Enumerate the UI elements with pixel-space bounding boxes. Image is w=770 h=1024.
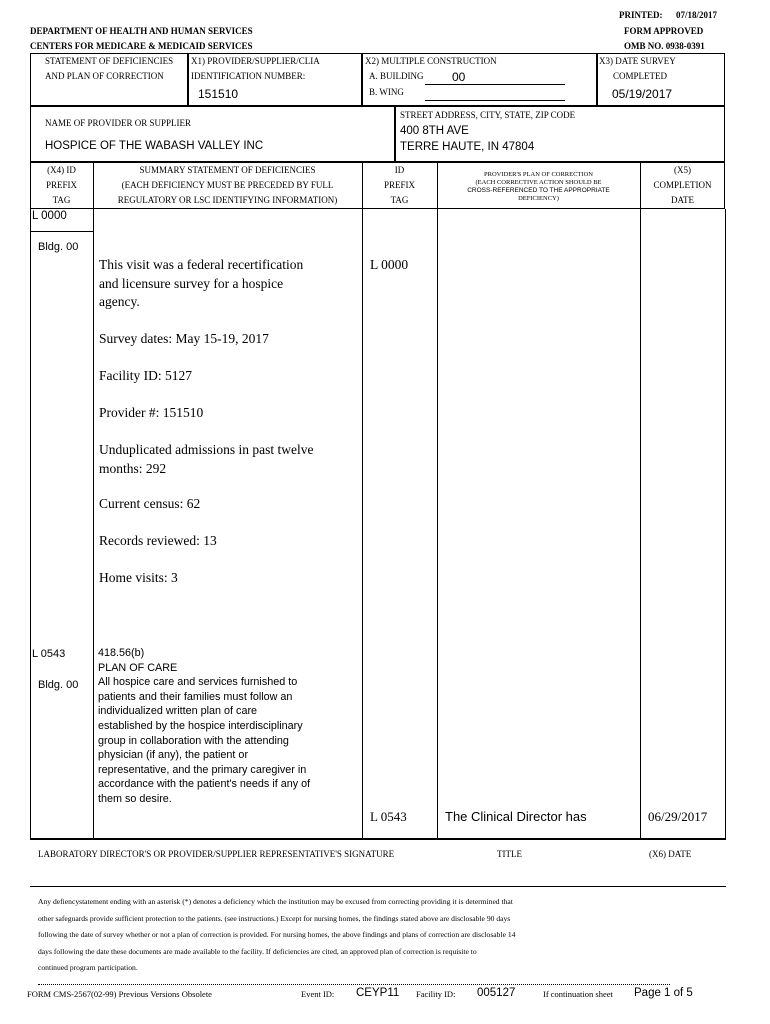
event-id-label: Event ID: bbox=[301, 989, 335, 999]
wing-underline bbox=[425, 100, 565, 101]
plan-label-2: (EACH CORRECTIVE ACTION SHOULD BE bbox=[475, 179, 602, 186]
provider-name-box bbox=[30, 106, 395, 162]
wing-label: B. WING bbox=[369, 87, 404, 97]
bldg-00-second: Bldg. 00 bbox=[38, 679, 79, 691]
plan-label-4: DEFICIENCY) bbox=[518, 195, 559, 202]
address-label: STREET ADDRESS, CITY, STATE, ZIP CODE bbox=[400, 110, 576, 120]
plan-of-care-line-4: patients and their families must follow an bbox=[98, 690, 293, 703]
disclaimer-line-2: other safeguards provide sufficient protection to the patients. (see instructions.) Except for nursing homes, the findings stated above are disclosable 90 days bbox=[38, 913, 511, 923]
plan-of-care-line-8: physician (if any), the patient or bbox=[98, 749, 249, 762]
disclaimer-line-5: continued program participation. bbox=[38, 963, 138, 972]
x3-label-2: COMPLETED bbox=[613, 71, 667, 81]
statement-label-1: STATEMENT OF DEFICIENCIES bbox=[45, 56, 174, 66]
provider-name-value: HOSPICE OF THE WABASH VALLEY INC bbox=[45, 140, 264, 152]
plan-of-care-line-3: All hospice care and services furnished to bbox=[98, 676, 298, 689]
bldg-00-first: Bldg. 00 bbox=[38, 241, 79, 253]
printed-date: 07/18/2017 bbox=[676, 10, 718, 20]
omb-number: OMB NO. 0938-0391 bbox=[624, 41, 705, 51]
body-left-border bbox=[30, 209, 31, 839]
form-cms-label: FORM CMS-2567(02-99) Previous Versions Obsolete bbox=[27, 989, 212, 999]
plan-of-care-line-11: them so desire. bbox=[98, 792, 172, 805]
plan-of-care-line-2: PLAN OF CARE bbox=[98, 661, 178, 674]
address-line-1: 400 8TH AVE bbox=[400, 125, 469, 137]
continuation-label: If continuation sheet bbox=[543, 989, 613, 999]
disclaimer-line-4: days following the date these documents are made available to the facility. If deficiencies are cited, an approved plan of correction is requisite to bbox=[38, 946, 477, 956]
right-tag-l0000: L 0000 bbox=[370, 257, 409, 272]
summary-label-1: SUMMARY STATEMENT OF DEFICIENCIES bbox=[139, 165, 316, 175]
plan-of-care-paragraph bbox=[98, 646, 360, 807]
x5-label-3: DATE bbox=[671, 195, 694, 205]
plan-correction-text: The Clinical Director has bbox=[445, 809, 587, 824]
printed-label: PRINTED: bbox=[619, 10, 663, 20]
building-underline bbox=[425, 84, 565, 85]
survey-intro-line-3: agency. bbox=[99, 294, 140, 309]
x5-label-2: COMPLETION bbox=[653, 180, 712, 190]
x2-label: X2) MULTIPLE CONSTRUCTION bbox=[365, 56, 497, 66]
col-divider-4 bbox=[640, 162, 641, 839]
form-approved: FORM APPROVED bbox=[624, 26, 704, 36]
plan-of-care-line-10: accordance with the patient's needs if any of bbox=[98, 778, 311, 791]
event-id-value: CEYP11 bbox=[356, 987, 400, 999]
unduplicated-line-2: months: 292 bbox=[99, 460, 167, 476]
disclaimer bbox=[38, 894, 728, 977]
col-divider-1 bbox=[93, 162, 94, 839]
id-label-1: ID bbox=[394, 165, 405, 175]
footer-rule bbox=[38, 984, 670, 985]
x4-label-1: (X4) ID bbox=[47, 165, 76, 175]
unduplicated-line-1: Unduplicated admissions in past twelve bbox=[99, 442, 314, 457]
summary-label-3: REGULATORY OR LSC IDENTIFYING INFORMATION) bbox=[117, 195, 338, 205]
x1-label-2: IDENTIFICATION NUMBER: bbox=[191, 71, 306, 81]
facility-id-value: 005127 bbox=[477, 987, 516, 999]
x6-date-label: (X6) DATE bbox=[649, 849, 692, 859]
facility-id-label: Facility ID: bbox=[416, 989, 456, 999]
x4-label-2: PREFIX bbox=[45, 180, 77, 190]
disclaimer-line-3: following the date of survey whether or not a plan of correction is provided. For nursing homes, the above findings and plans of correction are disclosable 14 bbox=[38, 930, 516, 939]
tag-l0000: L 0000 bbox=[32, 210, 67, 222]
tag1-underline bbox=[30, 231, 93, 232]
building-value: 00 bbox=[452, 70, 466, 84]
plan-label-3: CROSS-REFERENCED TO THE APPROPRIATE bbox=[467, 187, 610, 194]
records-reviewed: Records reviewed: 13 bbox=[99, 533, 217, 548]
unduplicated-admissions bbox=[99, 441, 359, 478]
summary-label-2: (EACH DEFICIENCY MUST BE PRECEDED BY FULL bbox=[121, 180, 334, 190]
x4-label-3: TAG bbox=[52, 195, 71, 205]
id-label-3: TAG bbox=[390, 195, 409, 205]
statement-label-2: AND PLAN OF CORRECTION bbox=[45, 71, 164, 81]
survey-intro-line-2: and licensure survey for a hospice bbox=[99, 275, 284, 291]
x3-label-1: X3) DATE SURVEY bbox=[599, 56, 676, 66]
cms-title: CENTERS FOR MEDICARE & MEDICAID SERVICES bbox=[30, 41, 253, 51]
current-census: Current census: 62 bbox=[99, 496, 201, 511]
building-label: A. BUILDING bbox=[369, 71, 424, 81]
provider-id-value: 151510 bbox=[198, 87, 239, 101]
id-label-2: PREFIX bbox=[383, 180, 415, 190]
plan-of-care-line-6: established by the hospice interdisciplinary bbox=[98, 719, 303, 732]
department-title: DEPARTMENT OF HEALTH AND HUMAN SERVICES bbox=[30, 26, 253, 36]
survey-date-value: 05/19/2017 bbox=[612, 87, 673, 101]
plan-of-care-line-1: 418.56(b) bbox=[98, 647, 145, 659]
title-label: TITLE bbox=[497, 849, 522, 859]
survey-intro-line-1: This visit was a federal recertification bbox=[99, 257, 304, 272]
body-right-border bbox=[725, 209, 726, 839]
completion-date: 06/29/2017 bbox=[648, 809, 708, 824]
survey-intro-paragraph bbox=[99, 256, 359, 312]
signature-bottom-line bbox=[30, 886, 726, 887]
col-divider-3 bbox=[437, 162, 438, 839]
survey-dates: Survey dates: May 15-19, 2017 bbox=[99, 331, 269, 346]
disclaimer-line-1: Any defiencystatement ending with an asterisk (*) denotes a deficiency which the institution may be excused from correcting providing it is determined that bbox=[38, 897, 513, 906]
provider-number-line: Provider #: 151510 bbox=[99, 405, 204, 420]
home-visits: Home visits: 3 bbox=[99, 570, 178, 585]
provider-name-label: NAME OF PROVIDER OR SUPPLIER bbox=[45, 118, 192, 128]
address-line-2: TERRE HAUTE, IN 47804 bbox=[400, 141, 535, 153]
plan-of-care-line-7: group in collaboration with the attending bbox=[98, 734, 289, 747]
plan-of-care-line-5: individualized written plan of care bbox=[98, 705, 258, 718]
x5-label-1: (X5) bbox=[674, 165, 691, 175]
plan-of-care-line-9: representative, and the primary caregiver in bbox=[98, 763, 307, 776]
facility-id-line: Facility ID: 5127 bbox=[99, 368, 192, 383]
x1-label-1: X1) PROVIDER/SUPPLIER/CLIA bbox=[191, 56, 320, 66]
body-bottom-border bbox=[30, 838, 726, 840]
tag-l0543: L 0543 bbox=[32, 648, 66, 660]
col-divider-2 bbox=[362, 162, 363, 839]
right-tag-l0543: L 0543 bbox=[370, 809, 407, 824]
plan-label-1: PROVIDER'S PLAN OF CORRECTION bbox=[484, 171, 593, 178]
page-number: Page 1 of 5 bbox=[634, 987, 693, 999]
signature-label: LABORATORY DIRECTOR'S OR PROVIDER/SUPPLIER REPRESENTATIVE'S SIGNATURE bbox=[38, 849, 395, 859]
